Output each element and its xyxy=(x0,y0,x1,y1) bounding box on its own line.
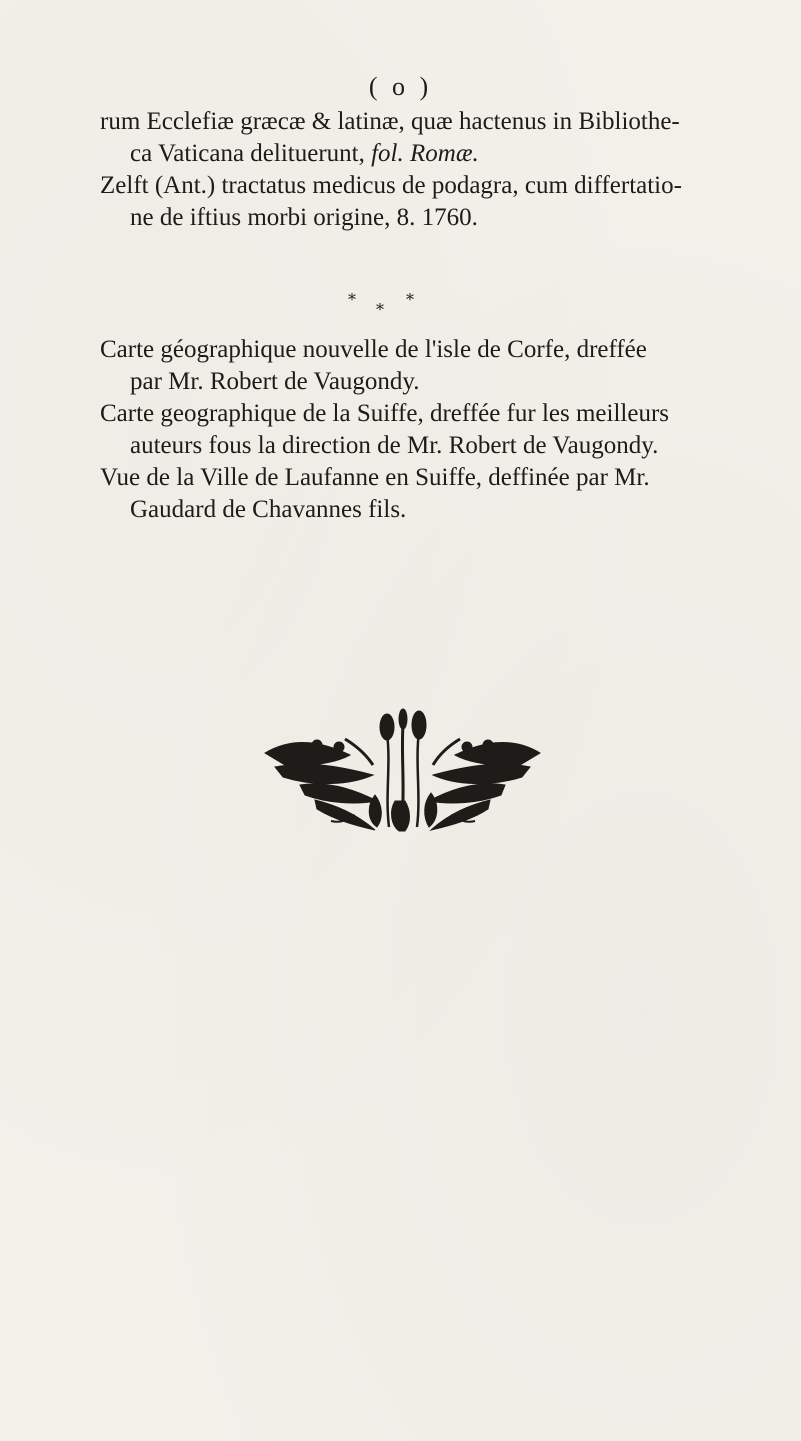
entry-line xyxy=(100,138,760,170)
entry-line: Zelft (Ant.) tractatus medicus de podagra, cum differtatio- xyxy=(100,172,682,199)
entry-line-text: ca Vaticana delituerunt, xyxy=(130,140,372,167)
page-number: ( o ) xyxy=(368,72,433,101)
entry-italic-text: fol. Romæ. xyxy=(371,140,479,167)
asterism-separator xyxy=(348,290,488,324)
asterisk-glyph: * xyxy=(406,290,414,309)
catalog-entry xyxy=(100,106,760,170)
entry-line: Vue de la Ville de Laufanne en Suiffe, deffinée par Mr. xyxy=(100,464,650,491)
catalog-entry xyxy=(100,398,760,462)
asterisk-glyph: * xyxy=(348,290,356,309)
floral-tailpiece-icon xyxy=(255,705,550,840)
entry-line: ne de iftius morbi origine, 8. 1760. xyxy=(130,204,478,231)
asterisk-glyph: * xyxy=(376,300,384,319)
entry-line: Gaudard de Chavannes fils. xyxy=(130,496,407,523)
entry-line: Carte geographique de la Suiffe, dreffée fur les meilleurs xyxy=(100,400,669,427)
entry-line: Carte géographique nouvelle de l'isle de Corfe, dreffée xyxy=(100,336,647,363)
catalog-entry xyxy=(100,462,760,526)
entry-line: rum Ecclefiæ græcæ & latinæ, quæ hactenus in Bibliothe- xyxy=(100,108,680,135)
catalog-entry xyxy=(100,334,760,398)
entry-line: par Mr. Robert de Vaugondy. xyxy=(130,368,420,395)
entry-line: auteurs fous la direction de Mr. Robert de Vaugondy. xyxy=(130,432,659,459)
catalog-entry xyxy=(100,170,760,234)
